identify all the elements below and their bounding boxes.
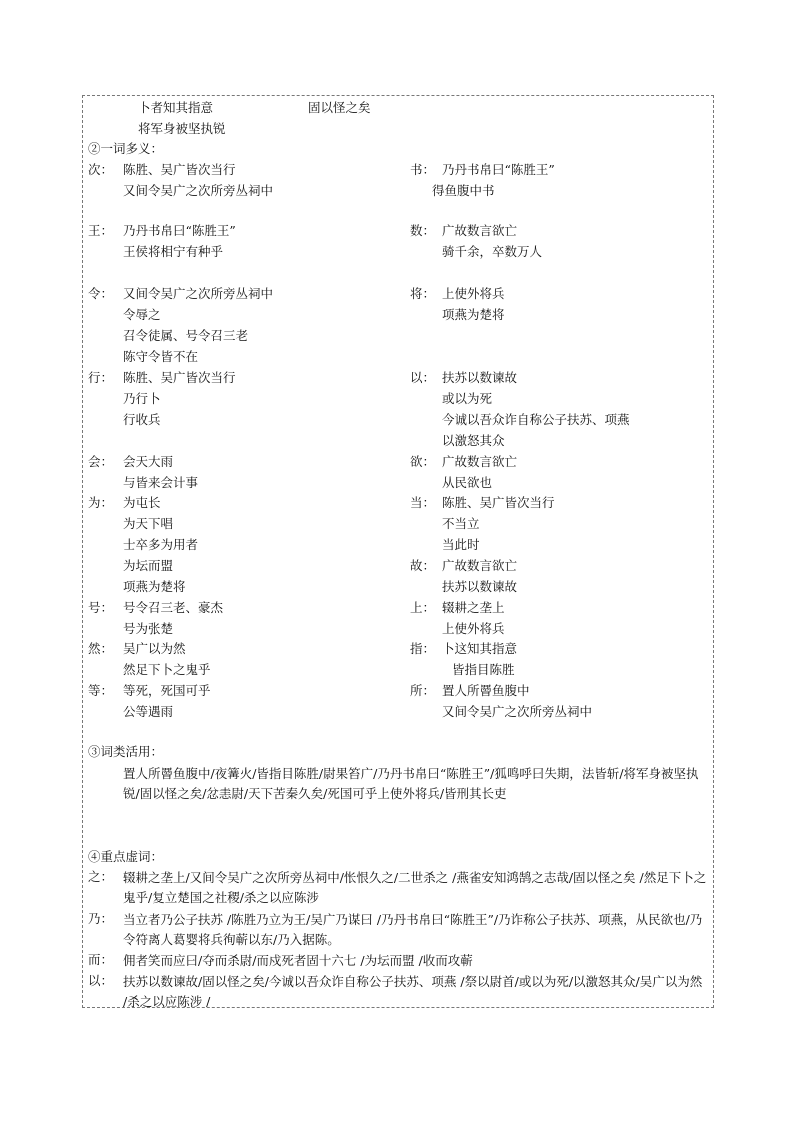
polysemy-example: 为天下唱 xyxy=(123,516,174,531)
polysemy-example: 卜这知其指意 xyxy=(442,641,518,656)
function-word-key: 而： xyxy=(88,952,114,967)
polysemy-key: 王： xyxy=(88,223,114,238)
polysemy-example: 号为张楚 xyxy=(123,621,174,636)
polysemy-key: 故： xyxy=(410,558,436,573)
polysemy-example: 又间令吴广之次所旁丛祠中 xyxy=(442,704,593,719)
polysemy-example: 王侯将相宁有种乎 xyxy=(123,244,224,259)
polysemy-example: 士卒多为用者 xyxy=(123,537,199,552)
polysemy-example: 当此时 xyxy=(442,537,480,552)
polysemy-example: 召令徒属、号令召三老 xyxy=(123,328,249,343)
polysemy-key: 会： xyxy=(88,454,114,469)
function-word-examples: 佣者笑而应曰/夺而杀尉/而戍死者固十六七 /为坛而盟 /收而攻蕲 xyxy=(123,953,473,968)
polysemy-example: 会天大雨 xyxy=(123,454,174,469)
polysemy-example: 扶苏以数谏故 xyxy=(442,579,518,594)
polysemy-example: 陈胜、吴广皆次当行 xyxy=(442,495,555,510)
polysemy-example: 乃丹书帛曰“陈胜王” xyxy=(442,162,555,177)
polysemy-example: 辍耕之垄上 xyxy=(442,600,505,615)
polysemy-example: 令辱之 xyxy=(123,307,161,322)
polysemy-example: 号令召三老、豪杰 xyxy=(123,600,224,615)
polysemy-example: 等死，死国可乎 xyxy=(123,683,211,698)
polysemy-example: 广故数言欲亡 xyxy=(442,454,518,469)
section3-heading: ③词类活用： xyxy=(88,744,164,759)
polysemy-example: 以激怒其众 xyxy=(442,433,505,448)
function-word-examples: 扶苏以数谏故/固以怪之矣/今诚以吾众诈自称公子扶苏、项燕 /祭以尉首/或以为死/以激怒其众/吴广以为然 /杀之以应陈涉 / xyxy=(123,974,703,1009)
polysemy-key: 将： xyxy=(410,286,436,301)
polysemy-example: 然足下卜之鬼乎 xyxy=(123,662,211,677)
polysemy-example: 又间令吴广之次所旁丛祠中 xyxy=(123,183,274,198)
polysemy-example: 从民欲也 xyxy=(442,475,493,490)
polysemy-example: 乃丹书帛曰“陈胜王” xyxy=(123,223,236,238)
polysemy-key: 欲： xyxy=(410,454,436,469)
polysemy-example: 置人所罾鱼腹中 xyxy=(442,683,530,698)
polysemy-key: 令： xyxy=(88,286,114,301)
polysemy-example: 公等遇雨 xyxy=(123,704,174,719)
polysemy-example: 吴广以为然 xyxy=(123,641,186,656)
polysemy-key: 号： xyxy=(88,600,114,615)
polysemy-key: 书： xyxy=(410,162,436,177)
polysemy-key: 以： xyxy=(410,370,436,385)
polysemy-example: 项燕为楚将 xyxy=(123,579,186,594)
polysemy-example: 上使外将兵 xyxy=(442,621,505,636)
intro-line-2: 将军身被坚执锐 xyxy=(138,121,226,136)
polysemy-key: 所： xyxy=(410,683,436,698)
polysemy-key: 然： xyxy=(88,641,114,656)
section2-heading: ②一词多义： xyxy=(88,141,164,156)
polysemy-example: 陈守令皆不在 xyxy=(123,349,199,364)
polysemy-example: 不当立 xyxy=(442,516,480,531)
polysemy-example: 或以为死 xyxy=(442,391,493,406)
intro-line-1a: 卜者知其指意 xyxy=(138,100,214,115)
function-word-examples: 辍耕之垄上/又间令吴广之次所旁丛祠中/怅恨久之/二世杀之 /燕雀安知鸿鹄之志哉/固以怪之矣 /然足下卜之鬼乎/复立楚国之社稷/杀之以应陈涉 xyxy=(123,870,707,905)
polysemy-key: 等： xyxy=(88,683,114,698)
function-word-key: 之： xyxy=(88,869,114,884)
section3-body: 置人所罾鱼腹中/夜篝火/皆指目陈胜/尉果笞广/乃丹书帛曰“陈胜王”/狐鸣呼曰失期，法皆斩/将军身被坚执锐/固以怪之矣/忿恚尉/天下苦秦久矣/死国可乎上使外将兵/皆刑其长吏 xyxy=(123,766,699,801)
polysemy-key: 行： xyxy=(88,370,114,385)
function-word-examples: 当立者乃公子扶苏 /陈胜乃立为王/吴广乃谋曰 /乃丹书帛曰“陈胜王”/乃诈称公子扶苏、项燕，从民欲也/乃令符离人葛婴将兵徇蕲以东/乃入据陈。 xyxy=(123,912,703,947)
section4-heading: ④重点虚词： xyxy=(88,849,164,864)
intro-line-1b: 固以怪之矣 xyxy=(308,100,371,115)
polysemy-key: 数： xyxy=(410,223,436,238)
polysemy-example: 与皆来会计事 xyxy=(123,475,199,490)
polysemy-example: 行收兵 xyxy=(123,412,161,427)
polysemy-example: 又间令吴广之次所旁丛祠中 xyxy=(123,286,274,301)
polysemy-example: 为屯长 xyxy=(123,495,161,510)
polysemy-example: 项燕为楚将 xyxy=(442,307,505,322)
polysemy-example: 乃行卜 xyxy=(123,391,161,406)
polysemy-key: 次： xyxy=(88,162,114,177)
function-word-key: 以： xyxy=(88,973,114,988)
function-word-key: 乃： xyxy=(88,911,114,926)
polysemy-key: 上： xyxy=(410,600,436,615)
polysemy-example: 陈胜、吴广皆次当行 xyxy=(123,370,236,385)
polysemy-key: 为： xyxy=(88,495,114,510)
polysemy-key: 当： xyxy=(410,495,436,510)
polysemy-example: 骑千余，卒数万人 xyxy=(442,244,543,259)
polysemy-example: 陈胜、吴广皆次当行 xyxy=(123,162,236,177)
polysemy-example: 为坛而盟 xyxy=(123,558,174,573)
polysemy-example: 广故数言欲亡 xyxy=(442,558,518,573)
polysemy-example: 扶苏以数谏故 xyxy=(442,370,518,385)
polysemy-key: 指： xyxy=(410,641,436,656)
polysemy-example: 得鱼腹中书 xyxy=(432,183,495,198)
polysemy-example: 广故数言欲亡 xyxy=(442,223,518,238)
polysemy-example: 今诚以吾众诈自称公子扶苏、项燕 xyxy=(442,412,630,427)
polysemy-example: 皆指目陈胜 xyxy=(452,662,515,677)
polysemy-example: 上使外将兵 xyxy=(442,286,505,301)
